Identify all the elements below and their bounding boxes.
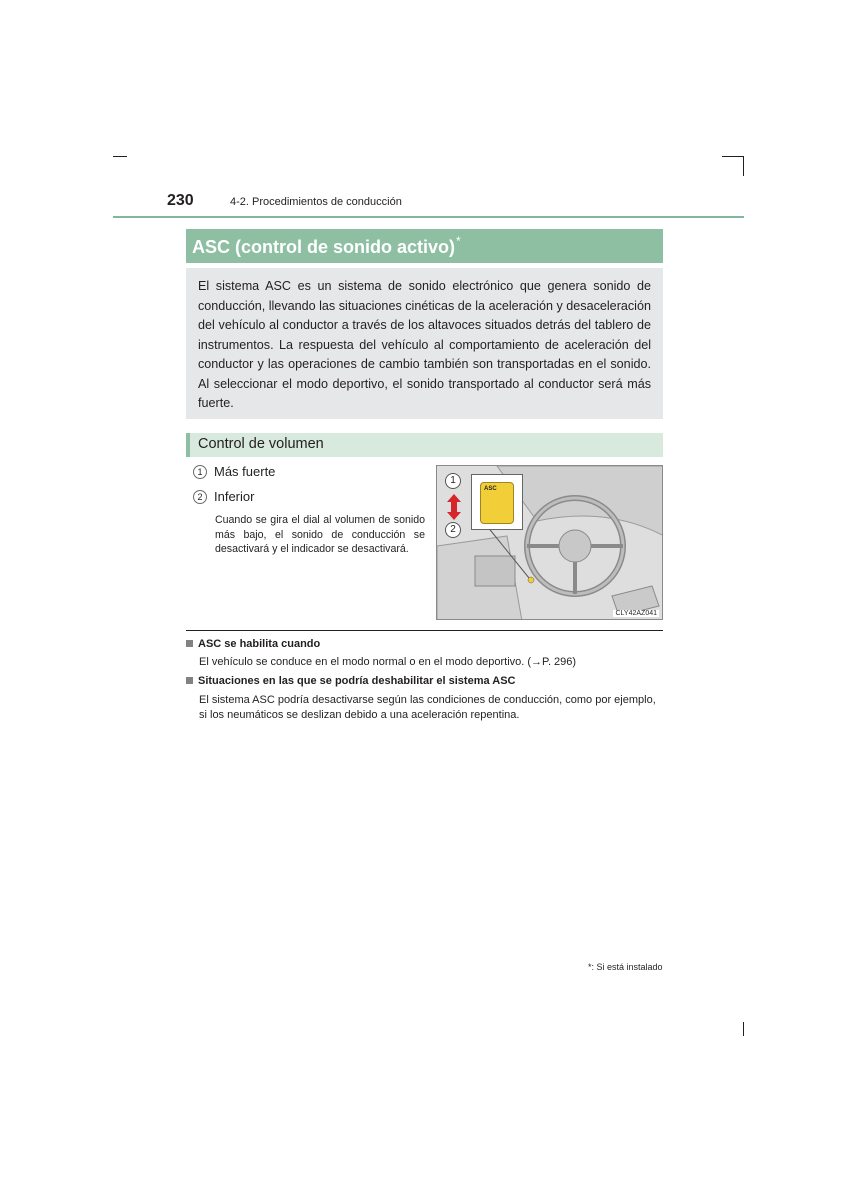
intro-text: El sistema ASC es un sistema de sonido electrónico que genera sonido de conducción, llevando las situaciones cinéticas de la aceleración y desaceleración del vehículo al conductor a través de los altavoces situados detrás del tablero de instrumentos. La respuesta del vehículo al comportamiento de aceleración del conductor y las operaciones de cambio también son transportadas en el sonido. Al seleccionar el modo deportivo, el sonido transportado al conductor será más fuerte. xyxy=(198,279,651,410)
section-title-bar xyxy=(186,229,663,263)
note-body: El vehículo se conduce en el modo normal o en el modo deportivo. (→P. 296) xyxy=(199,656,577,668)
asc-switch-label: ASC xyxy=(484,486,497,492)
page-number: 230 xyxy=(167,192,194,209)
note-heading xyxy=(186,638,320,650)
footnote: *: Si está instalado xyxy=(588,962,663,972)
note-body: El sistema ASC podría desactivarse según las condiciones de conducción, como por ejemplo, si los neumáticos se deslizan debido a una aceleración repentina. xyxy=(199,694,656,721)
note-heading xyxy=(186,675,515,687)
section-title-text: ASC (control de sonido activo) xyxy=(192,237,456,257)
item-number: 1 xyxy=(193,465,207,479)
header-rule xyxy=(113,216,744,218)
volume-note: Cuando se gira el dial al volumen de sonido más bajo, el sonido de conducción se desactivará y el indicador se desactivará. xyxy=(215,514,425,555)
callout-2: 2 xyxy=(445,522,461,538)
figure-code: CLY42AZ041 xyxy=(615,610,657,617)
crop-mark xyxy=(743,156,744,176)
list-item xyxy=(193,489,254,504)
volume-control-heading-text: Control de volumen xyxy=(198,436,324,452)
section-reference: 4-2. Procedimientos de conducción xyxy=(230,196,402,208)
list-item xyxy=(193,464,275,479)
page-header xyxy=(113,192,744,220)
crop-mark xyxy=(743,1022,744,1036)
section-divider xyxy=(186,630,663,631)
square-bullet-icon xyxy=(186,677,193,684)
section-title xyxy=(192,234,461,258)
asc-switch xyxy=(480,482,514,524)
note-heading-text: Situaciones en las que se podría deshabilitar el sistema ASC xyxy=(198,675,516,687)
dashboard-illustration xyxy=(436,465,663,620)
callout-1: 1 xyxy=(445,473,461,489)
item-label: Más fuerte xyxy=(214,464,276,479)
intro-box xyxy=(186,268,663,419)
item-label: Inferior xyxy=(214,489,255,504)
volume-control-heading xyxy=(186,433,663,457)
installed-marker: * xyxy=(456,234,461,248)
item-number: 2 xyxy=(193,490,207,504)
square-bullet-icon xyxy=(186,640,193,647)
crop-mark xyxy=(722,156,744,157)
crop-mark xyxy=(113,156,127,157)
switch-inset xyxy=(471,474,523,530)
note-heading-text: ASC se habilita cuando xyxy=(198,638,321,650)
